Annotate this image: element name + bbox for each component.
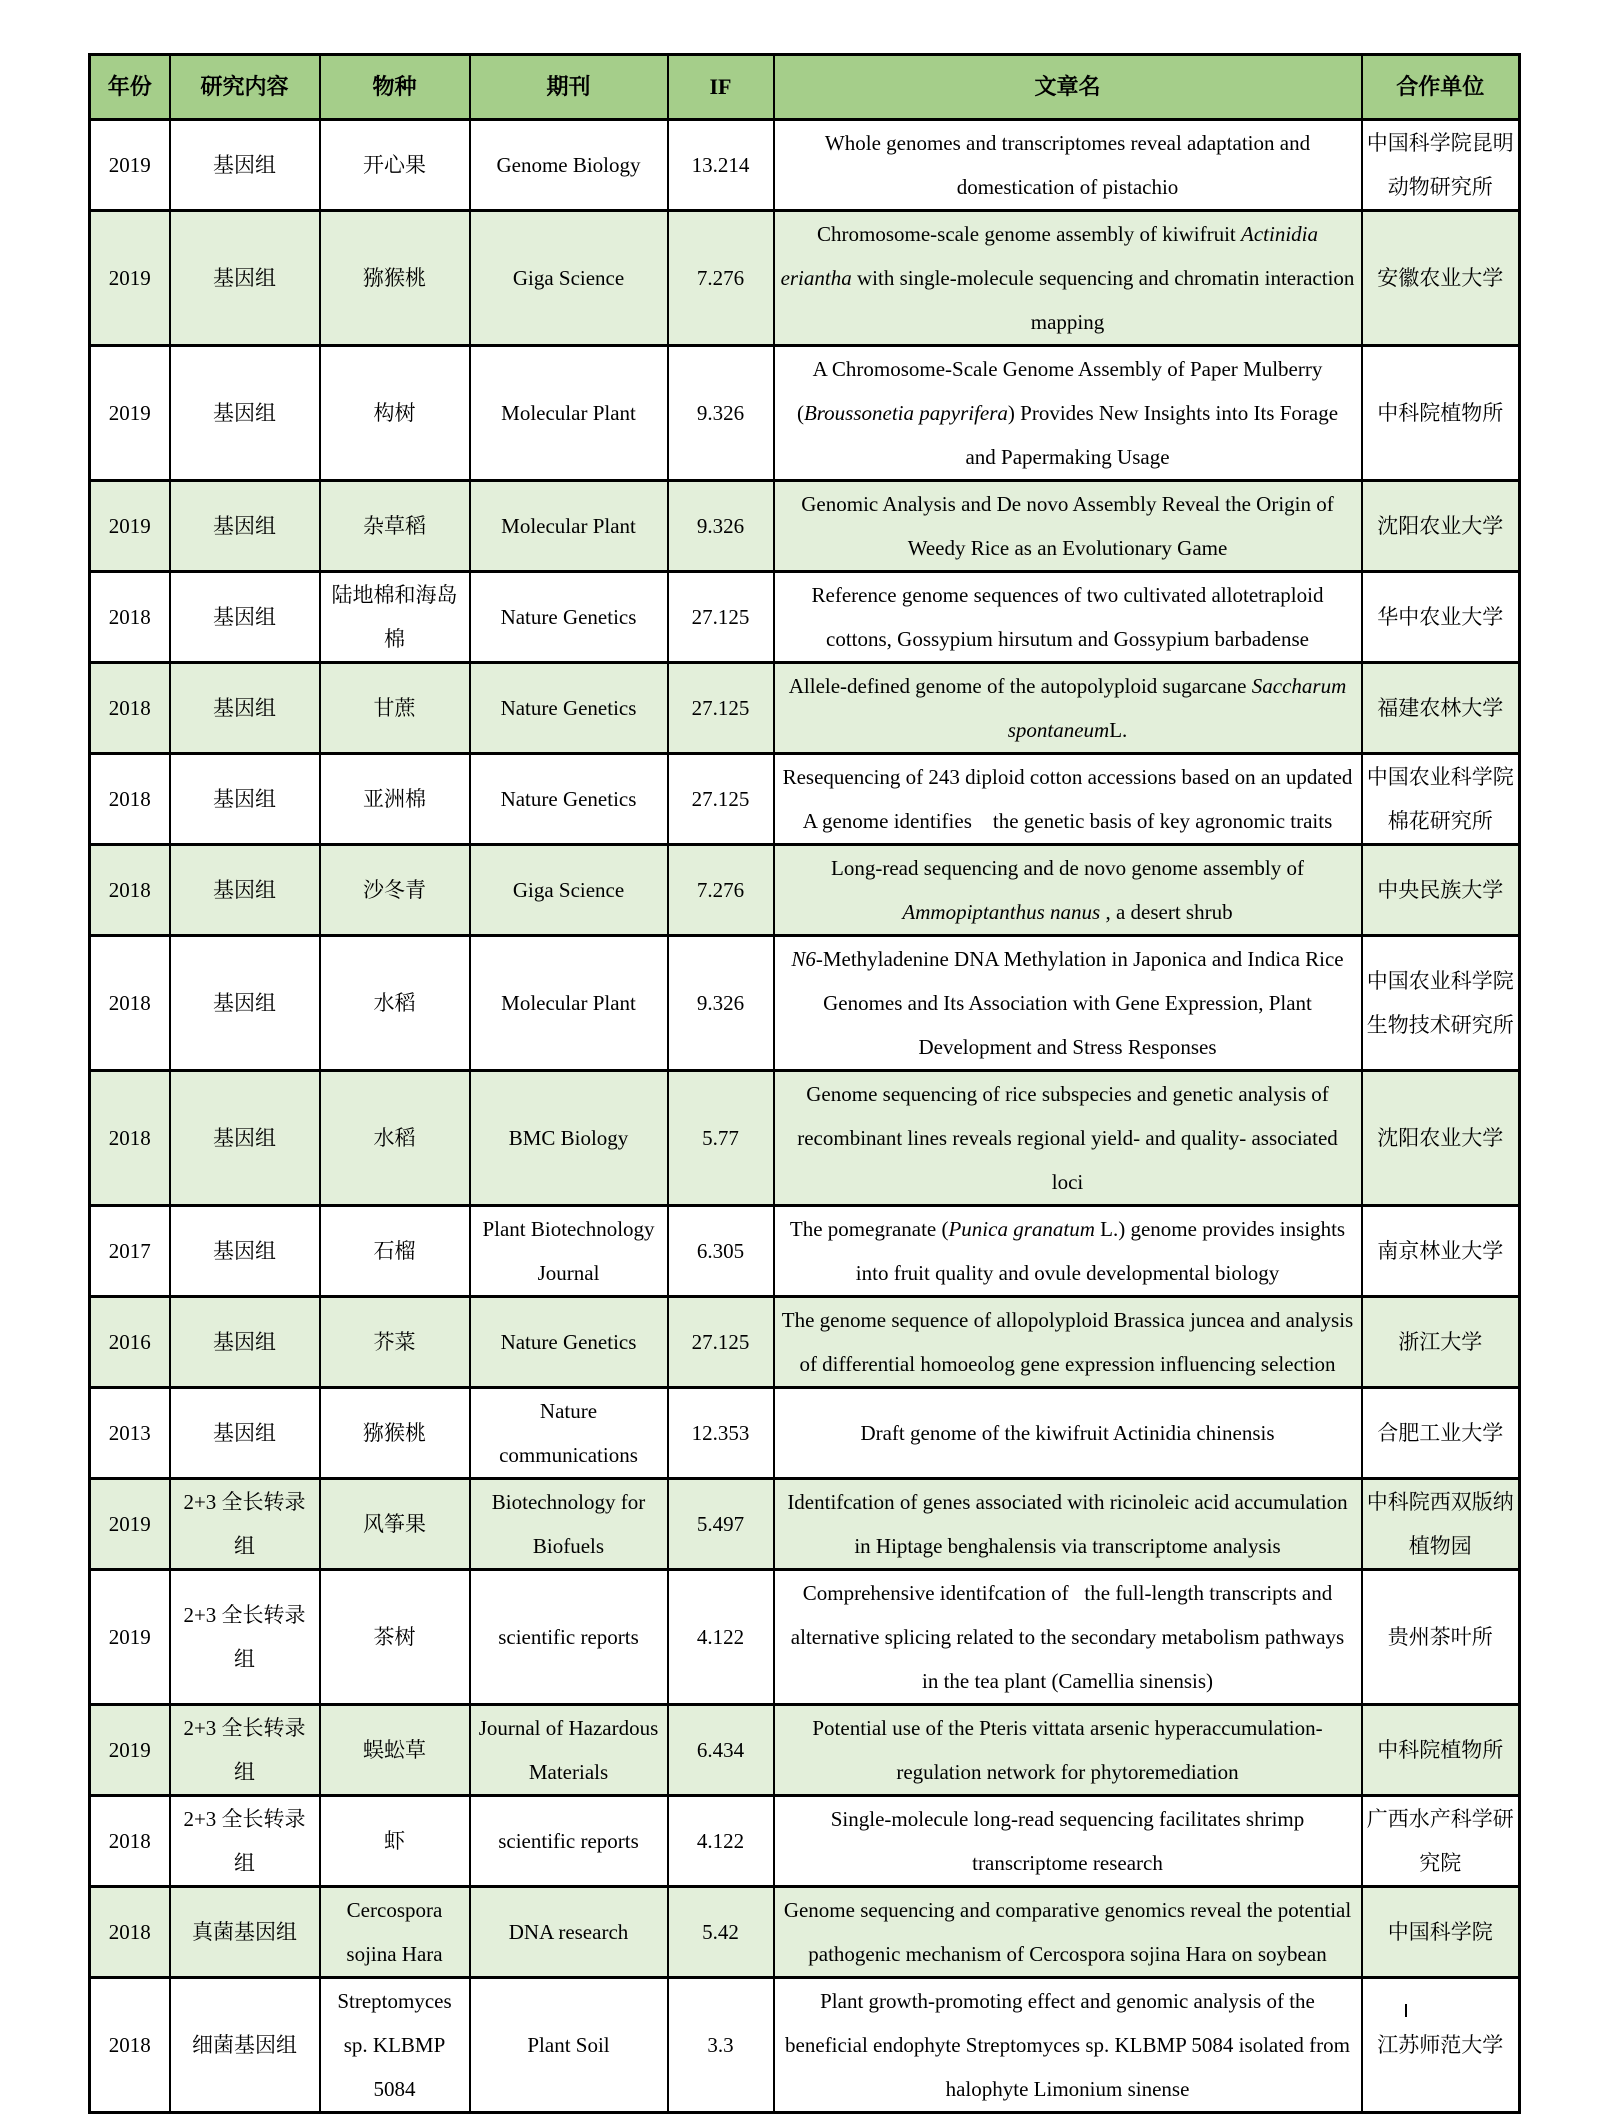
- cell-journal: Biotechnology for Biofuels: [470, 1479, 668, 1570]
- title-segment: Identifcation of genes associated with ricinoleic acid accumulation in Hiptage benghalensis via transcriptome analysis: [787, 1490, 1348, 1558]
- cell-article-title: [774, 936, 1362, 1071]
- cell-year: 2018: [90, 1796, 170, 1887]
- cell-article-title: [774, 1071, 1362, 1206]
- title-segment: Reference genome sequences of two cultivated allotetraploid cottons, Gossypium hirsutum and Gossypium barbadense: [811, 583, 1324, 651]
- cell-impact-factor: 6.305: [668, 1206, 774, 1297]
- title-italic-segment: Saccharum spontaneum: [1007, 674, 1347, 742]
- col-header-species: 物种: [320, 55, 470, 120]
- cell-organization: 中国农业科学院棉花研究所: [1362, 754, 1520, 845]
- title-segment: -Methyladenine DNA Methylation in Japonica and Indica Rice Genomes and Its Association with Gene Expression, Plant Development and Stress Responses: [815, 947, 1344, 1059]
- cell-organization: 中科院植物所: [1362, 1705, 1520, 1796]
- title-segment: The genome sequence of allopolyploid Brassica juncea and analysis of differential homoeolog gene expression influencing selection: [781, 1308, 1354, 1376]
- cell-journal: scientific reports: [470, 1796, 668, 1887]
- cell-research-content: 基因组: [170, 346, 320, 481]
- cell-research-content: 真菌基因组: [170, 1887, 320, 1978]
- table-row: [90, 1071, 1520, 1206]
- cell-organization: 华中农业大学: [1362, 572, 1520, 663]
- cell-impact-factor: 9.326: [668, 346, 774, 481]
- title-segment: The pomegranate (: [789, 1217, 949, 1241]
- cell-organization: 沈阳农业大学: [1362, 481, 1520, 572]
- cell-journal: Giga Science: [470, 211, 668, 346]
- cell-organization: 广西水产科学研究院: [1362, 1796, 1520, 1887]
- cell-journal: Nature Genetics: [470, 1297, 668, 1388]
- cell-article-title: [774, 1887, 1362, 1978]
- table-row: [90, 1206, 1520, 1297]
- cell-impact-factor: 27.125: [668, 1297, 774, 1388]
- cell-species: 甘蔗: [320, 663, 470, 754]
- cell-research-content: 基因组: [170, 845, 320, 936]
- cell-research-content: 基因组: [170, 754, 320, 845]
- title-italic-segment: Actinidia eriantha: [780, 222, 1318, 290]
- cell-article-title: [774, 481, 1362, 572]
- cell-journal: DNA research: [470, 1887, 668, 1978]
- cell-species: 水稻: [320, 936, 470, 1071]
- cell-journal: Nature Genetics: [470, 663, 668, 754]
- title-segment: Resequencing of 243 diploid cotton accessions based on an updated A genome identifies the genetic basis of key agronomic traits: [782, 765, 1353, 833]
- cell-organization: 浙江大学: [1362, 1297, 1520, 1388]
- cell-article-title: [774, 1297, 1362, 1388]
- title-segment: , a desert shrub: [1100, 900, 1233, 924]
- cell-journal: Nature Genetics: [470, 754, 668, 845]
- cell-impact-factor: 7.276: [668, 211, 774, 346]
- cell-species: 沙冬青: [320, 845, 470, 936]
- title-segment: Comprehensive identifcation of the full-length transcripts and alternative splicing related to the secondary metabolism pathways in the tea plant (Camellia sinensis): [790, 1581, 1345, 1693]
- cell-research-content: 细菌基因组: [170, 1978, 320, 2113]
- cell-year: 2018: [90, 754, 170, 845]
- cell-species: 杂草稻: [320, 481, 470, 572]
- cell-research-content: 基因组: [170, 572, 320, 663]
- cell-article-title: [774, 1206, 1362, 1297]
- title-segment: A Chromosome-Scale Genome Assembly of Paper Mulberry (: [796, 357, 1323, 425]
- table-row: [90, 1570, 1520, 1705]
- title-segment: Plant growth-promoting effect and genomic analysis of the beneficial endophyte Streptomyces sp. KLBMP 5084 isolated from halophyte Limonium sinense: [785, 1989, 1350, 2101]
- cell-impact-factor: 3.3: [668, 1978, 774, 2113]
- cell-impact-factor: 9.326: [668, 481, 774, 572]
- cell-year: 2018: [90, 1071, 170, 1206]
- cell-article-title: [774, 663, 1362, 754]
- cell-impact-factor: 5.42: [668, 1887, 774, 1978]
- cell-research-content: 基因组: [170, 481, 320, 572]
- cell-year: 2019: [90, 1705, 170, 1796]
- table-body: [90, 120, 1520, 2113]
- header-row: [90, 55, 1520, 120]
- cell-impact-factor: 6.434: [668, 1705, 774, 1796]
- cell-species: 陆地棉和海岛棉: [320, 572, 470, 663]
- cell-year: 2016: [90, 1297, 170, 1388]
- cell-journal: Nature Genetics: [470, 572, 668, 663]
- cell-research-content: 基因组: [170, 1206, 320, 1297]
- cell-year: 2013: [90, 1388, 170, 1479]
- table-row: [90, 1297, 1520, 1388]
- cell-impact-factor: 12.353: [668, 1388, 774, 1479]
- cell-journal: scientific reports: [470, 1570, 668, 1705]
- cell-year: 2018: [90, 936, 170, 1071]
- cell-article-title: [774, 1796, 1362, 1887]
- cell-impact-factor: 27.125: [668, 663, 774, 754]
- col-header-article-title: 文章名: [774, 55, 1362, 120]
- cell-species: 虾: [320, 1796, 470, 1887]
- cell-species: 茶树: [320, 1570, 470, 1705]
- title-segment: Single-molecule long-read sequencing facilitates shrimp transcriptome research: [830, 1807, 1305, 1875]
- col-header-journal: 期刊: [470, 55, 668, 120]
- cell-organization: 合肥工业大学: [1362, 1388, 1520, 1479]
- cell-journal: BMC Biology: [470, 1071, 668, 1206]
- cell-research-content: 基因组: [170, 120, 320, 211]
- cell-article-title: [774, 120, 1362, 211]
- cell-organization: 中国科学院昆明动物研究所: [1362, 120, 1520, 211]
- title-segment: Genome sequencing of rice subspecies and genetic analysis of recombinant lines reveals regional yield- and quality- associated loci: [797, 1082, 1338, 1194]
- cell-article-title: [774, 1978, 1362, 2113]
- cell-year: 2018: [90, 663, 170, 754]
- col-header-research-content: 研究内容: [170, 55, 320, 120]
- cell-organization: 中科院西双版纳植物园: [1362, 1479, 1520, 1570]
- cell-year: 2017: [90, 1206, 170, 1297]
- cell-year: 2018: [90, 572, 170, 663]
- cell-impact-factor: 4.122: [668, 1796, 774, 1887]
- title-segment: L.) genome provides insights into fruit quality and ovule developmental biology: [855, 1217, 1346, 1285]
- cell-research-content: 基因组: [170, 211, 320, 346]
- table-row: [90, 1978, 1520, 2113]
- table-row: [90, 663, 1520, 754]
- title-segment: ) Provides New Insights into Its Forage and Papermaking Usage: [965, 401, 1339, 469]
- table-row: [90, 572, 1520, 663]
- title-segment: Allele-defined genome of the autopolyploid sugarcane: [788, 674, 1252, 698]
- table-row: [90, 936, 1520, 1071]
- cell-journal: Genome Biology: [470, 120, 668, 211]
- cell-research-content: 2+3 全长转录组: [170, 1705, 320, 1796]
- table-row: [90, 1887, 1520, 1978]
- title-segment: Long-read sequencing and de novo genome assembly of: [831, 856, 1304, 880]
- cell-species: Cercospora sojina Hara: [320, 1887, 470, 1978]
- cell-organization: 沈阳农业大学: [1362, 1071, 1520, 1206]
- table-row: [90, 1796, 1520, 1887]
- cell-year: 2018: [90, 1887, 170, 1978]
- cell-organization: 福建农林大学: [1362, 663, 1520, 754]
- cell-impact-factor: 9.326: [668, 936, 774, 1071]
- cell-research-content: 基因组: [170, 936, 320, 1071]
- cell-journal: Molecular Plant: [470, 936, 668, 1071]
- table-row: [90, 845, 1520, 936]
- cell-research-content: 2+3 全长转录组: [170, 1796, 320, 1887]
- cell-species: 构树: [320, 346, 470, 481]
- col-header-impact-factor: IF: [668, 55, 774, 120]
- cell-journal: Giga Science: [470, 845, 668, 936]
- cell-journal: Nature communications: [470, 1388, 668, 1479]
- cell-year: 2019: [90, 1479, 170, 1570]
- cell-impact-factor: 27.125: [668, 572, 774, 663]
- cell-species: Streptomyces sp. KLBMP 5084: [320, 1978, 470, 2113]
- title-italic-segment: N6: [791, 947, 816, 971]
- cell-impact-factor: 7.276: [668, 845, 774, 936]
- cell-year: 2019: [90, 346, 170, 481]
- table-row: [90, 211, 1520, 346]
- title-italic-segment: Ammopiptanthus nanus: [902, 900, 1101, 924]
- cell-article-title: [774, 845, 1362, 936]
- title-segment: Whole genomes and transcriptomes reveal adaptation and domestication of pistachio: [824, 131, 1311, 199]
- cell-article-title: [774, 1479, 1362, 1570]
- cell-impact-factor: 13.214: [668, 120, 774, 211]
- title-segment: with single-molecule sequencing and chromatin interaction mapping: [851, 266, 1355, 334]
- cell-article-title: [774, 572, 1362, 663]
- cell-research-content: 2+3 全长转录组: [170, 1570, 320, 1705]
- cell-article-title: [774, 1388, 1362, 1479]
- title-segment: Potential use of the Pteris vittata arsenic hyperaccumulation-regulation network for phytoremediation: [812, 1716, 1323, 1784]
- table-row: [90, 120, 1520, 211]
- cell-species: 开心果: [320, 120, 470, 211]
- cell-year: 2018: [90, 845, 170, 936]
- cell-impact-factor: 5.77: [668, 1071, 774, 1206]
- cell-article-title: [774, 1570, 1362, 1705]
- publications-table: [88, 53, 1521, 2114]
- cell-article-title: [774, 1705, 1362, 1796]
- cell-species: 蜈蚣草: [320, 1705, 470, 1796]
- cell-organization: 中科院植物所: [1362, 346, 1520, 481]
- table-row: [90, 754, 1520, 845]
- table-row: [90, 481, 1520, 572]
- cell-article-title: [774, 211, 1362, 346]
- cell-species: 猕猴桃: [320, 211, 470, 346]
- table-row: [90, 1388, 1520, 1479]
- cell-research-content: 基因组: [170, 1071, 320, 1206]
- col-header-year: 年份: [90, 55, 170, 120]
- title-segment: L.: [1109, 718, 1128, 742]
- cell-research-content: 2+3 全长转录组: [170, 1479, 320, 1570]
- cell-species: 石榴: [320, 1206, 470, 1297]
- cell-year: 2019: [90, 120, 170, 211]
- cell-year: 2018: [90, 1978, 170, 2113]
- cell-species: 猕猴桃: [320, 1388, 470, 1479]
- title-italic-segment: Punica granatum: [948, 1217, 1095, 1241]
- cell-journal: Molecular Plant: [470, 346, 668, 481]
- cell-organization: 安徽农业大学: [1362, 211, 1520, 346]
- table-row: [90, 1479, 1520, 1570]
- title-segment: Draft genome of the kiwifruit Actinidia chinensis: [860, 1421, 1275, 1445]
- cell-organization: 中央民族大学: [1362, 845, 1520, 936]
- col-header-organization: 合作单位: [1362, 55, 1520, 120]
- cell-organization: 中国科学院: [1362, 1887, 1520, 1978]
- cell-species: 亚洲棉: [320, 754, 470, 845]
- cell-research-content: 基因组: [170, 1388, 320, 1479]
- cell-species: 风筝果: [320, 1479, 470, 1570]
- cell-species: 水稻: [320, 1071, 470, 1206]
- cell-organization: 中国农业科学院生物技术研究所: [1362, 936, 1520, 1071]
- title-segment: Chromosome-scale genome assembly of kiwifruit: [817, 222, 1241, 246]
- table-row: [90, 1705, 1520, 1796]
- cell-article-title: [774, 346, 1362, 481]
- cell-organization: 贵州茶叶所: [1362, 1570, 1520, 1705]
- table-row: [90, 346, 1520, 481]
- cell-organization: 南京林业大学: [1362, 1206, 1520, 1297]
- cell-impact-factor: 5.497: [668, 1479, 774, 1570]
- cell-journal: Molecular Plant: [470, 481, 668, 572]
- cell-impact-factor: 4.122: [668, 1570, 774, 1705]
- table-header: [90, 55, 1520, 120]
- cell-impact-factor: 27.125: [668, 754, 774, 845]
- cell-organization: 江苏师范大学: [1362, 1978, 1520, 2113]
- table-resize-tick: [1405, 2004, 1407, 2017]
- cell-research-content: 基因组: [170, 663, 320, 754]
- title-italic-segment: Broussonetia papyrifera: [803, 401, 1008, 425]
- cell-year: 2019: [90, 211, 170, 346]
- title-segment: Genomic Analysis and De novo Assembly Reveal the Origin of Weedy Rice as an Evolutionary Game: [801, 492, 1334, 560]
- cell-article-title: [774, 754, 1362, 845]
- title-segment: Genome sequencing and comparative genomics reveal the potential pathogenic mechanism of Cercospora sojina Hara on soybean: [783, 1898, 1352, 1966]
- cell-year: 2019: [90, 1570, 170, 1705]
- cell-journal: Plant Biotechnology Journal: [470, 1206, 668, 1297]
- cell-year: 2019: [90, 481, 170, 572]
- cell-journal: Journal of Hazardous Materials: [470, 1705, 668, 1796]
- cell-journal: Plant Soil: [470, 1978, 668, 2113]
- cell-species: 芥菜: [320, 1297, 470, 1388]
- cell-research-content: 基因组: [170, 1297, 320, 1388]
